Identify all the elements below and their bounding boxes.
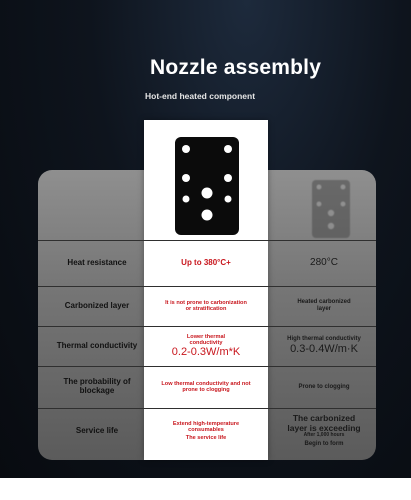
theirs-thermal-conductivity-note: High thermal conductivity <box>287 336 361 343</box>
theirs-service-life <box>272 408 376 454</box>
nozzle-plate-grey-icon <box>312 180 350 238</box>
theirs-heat-resistance: 280°C <box>310 257 338 269</box>
ours-service-life-line2: The service life <box>185 435 227 442</box>
page-title: Nozzle assembly <box>150 56 322 79</box>
ours-thermal-conductivity-note: Lower thermal conductivity <box>186 333 226 346</box>
ours-service-life-line1: Extend high-temperature consumables <box>172 420 240 433</box>
ours-thermal-conductivity <box>148 328 264 364</box>
row-divider <box>38 366 376 367</box>
row-label-heat-resistance: Heat resistance <box>67 257 127 267</box>
row-label-blockage: The probability of blockage <box>63 377 131 395</box>
row-divider <box>38 240 376 241</box>
row-label-carbonized-layer: Carbonized layer <box>64 300 130 310</box>
theirs-thermal-conductivity-value: 0.3-0.4W/m·K <box>290 343 358 356</box>
ours-service-life <box>148 410 264 452</box>
theirs-blockage: Prone to clogging <box>298 383 350 390</box>
theirs-service-life-note2: Begin to form <box>304 440 344 447</box>
ours-blockage: Low thermal conductivity and not prone to clogging <box>161 380 251 393</box>
ours-carbonized-layer: It is not prone to carbonization or stratification <box>165 299 247 312</box>
row-divider <box>38 326 376 327</box>
theirs-service-life-note: After 1,000 hours <box>303 432 345 439</box>
ours-heat-resistance: Up to 380°C+ <box>181 257 231 267</box>
theirs-carbonized-layer: Heated carbonized layer <box>297 299 351 312</box>
row-divider <box>38 286 376 287</box>
theirs-service-life-headline: The carbonized layer is exceeding <box>287 413 361 433</box>
row-label-thermal-conductivity: Thermal conductivity <box>56 340 138 350</box>
theirs-thermal-conductivity <box>272 328 376 364</box>
page-subtitle: Hot-end heated component <box>145 91 256 101</box>
ours-thermal-conductivity-value: 0.2-0.3W/m*K <box>171 346 241 359</box>
nozzle-plate-black-icon <box>175 137 239 235</box>
row-label-service-life: Service life <box>75 425 119 435</box>
